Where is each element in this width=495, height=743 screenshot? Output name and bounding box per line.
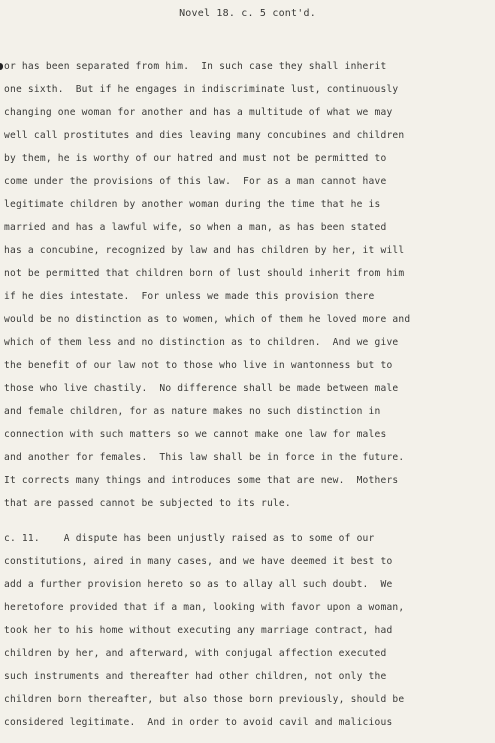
text-line: those who live chastily. No difference shall be made between male [4, 383, 399, 394]
text-line: constitutions, aired in many cases, and we have deemed it best to [4, 556, 393, 567]
text-line: heretofore provided that if a man, looking with favor upon a woman, [4, 602, 405, 613]
text-line: one sixth. But if he engages in indiscriminate lust, continuously [4, 84, 399, 95]
text-line: c. 11. A dispute has been unjustly raised as to some of our [4, 533, 375, 544]
text-line: and female children, for as nature makes no such distinction in [4, 406, 381, 417]
text-line: has a concubine, recognized by law and has children by her, it will [4, 245, 405, 256]
text-line: and another for females. This law shall be in force in the future. [4, 452, 405, 463]
text-line: took her to his home without executing any marriage contract, had [4, 625, 393, 636]
text-line: It corrects many things and introduces some that are new. Mothers [4, 475, 399, 486]
text-line: such instruments and thereafter had other children, not only the [4, 671, 387, 682]
text-line: the benefit of our law not to those who live in wantonness but to [4, 360, 393, 371]
text-line: would be no distinction as to women, which of them he loved more and [4, 314, 411, 325]
text-line: by them, he is worthy of our hatred and must not be permitted to [4, 153, 387, 164]
text-line: considered legitimate. And in order to avoid cavil and malicious [4, 717, 393, 728]
text-line: changing one woman for another and has a multitude of what we may [4, 107, 393, 118]
text-line: not be permitted that children born of lust should inherit from him [4, 268, 405, 279]
text-line: or has been separated from him. In such case they shall inherit [4, 61, 387, 72]
text-line: if he dies intestate. For unless we made this provision there [4, 291, 375, 302]
text-line: come under the provisions of this law. For as a man cannot have [4, 176, 387, 187]
text-line: add a further provision hereto so as to allay all such doubt. We [4, 579, 393, 590]
text-line: children born thereafter, but also those born previously, should be [4, 694, 405, 705]
punch-hole-mark [0, 63, 3, 70]
text-line: well call prostitutes and dies leaving many concubines and children [4, 130, 405, 141]
text-line: children by her, and afterward, with conjugal affection executed [4, 648, 387, 659]
text-line: which of them less and no distinction as to children. And we give [4, 337, 399, 348]
page-header: Novel 18. c. 5 cont'd. [179, 8, 316, 19]
text-line: legitimate children by another woman during the time that he is [4, 199, 381, 210]
text-line: connection with such matters so we cannot make one law for males [4, 429, 387, 440]
text-line: married and has a lawful wife, so when a man, as has been stated [4, 222, 387, 233]
text-line: that are passed cannot be subjected to its rule. [4, 498, 291, 509]
